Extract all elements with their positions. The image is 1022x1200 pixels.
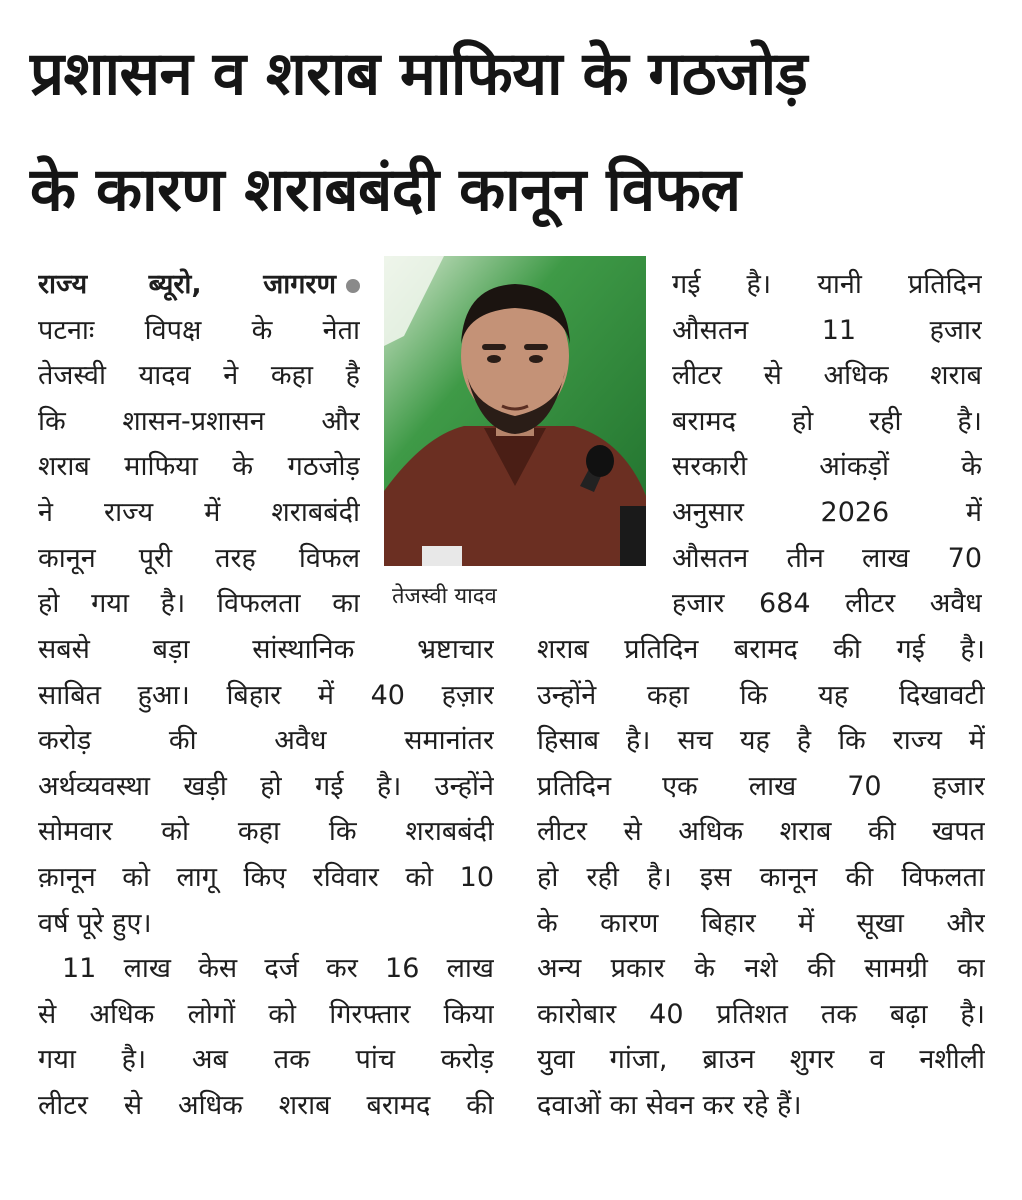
text-line: कानून पूरी तरह विफल [38,542,360,574]
text-line: पटनाः विपक्ष के नेता [38,314,360,346]
article-column-left-bottom [38,627,494,1129]
photo-tejashwi-yadav [384,256,646,566]
text-line: लीटर से अधिक शराब बरामद की [38,1089,494,1121]
text-line: औसतन 11 हजार [672,314,982,346]
article-column-left-top [38,262,360,627]
text-line: उन्होंने कहा कि यह दिखावटी [537,679,985,711]
text-line: गई है। यानी प्रतिदिन [672,269,982,300]
text-line: शराब माफिया के गठजोड़ [38,451,360,483]
article-column-right-bottom [537,627,985,1129]
text-line: कि शासन-प्रशासन और [38,405,360,437]
text-line: गया है। अब तक पांच करोड़ [38,1044,494,1076]
text-line: प्रतिदिन एक लाख 70 हजार [537,770,985,802]
text-line: वर्ष पूरे हुए। [38,907,152,939]
text-line: हो गया है। विफलता का [38,588,360,620]
text-line: हो रही है। इस कानून की विफलता [537,861,985,893]
text-line: अनुसार 2026 में [672,496,982,528]
text-line: सबसे बड़ा सांस्थानिक भ्रष्टाचार [38,634,494,665]
byline: राज्य ब्यूरो, जागरण [38,262,360,308]
text-line: 11 लाख केस दर्ज कर 16 लाख [62,953,494,985]
portrait-illustration [384,256,646,566]
text-line: साबित हुआ। बिहार में 40 हज़ार [38,679,494,711]
text-line: बरामद हो रही है। [672,405,982,437]
text-line: अन्य प्रकार के नशे की सामग्री का [537,953,985,985]
text-line: कारोबार 40 प्रतिशत तक बढ़ा है। [537,998,985,1030]
text-line: लीटर से अधिक शराब की खपत [537,816,985,848]
text-line: सोमवार को कहा कि शराबबंदी [38,816,494,848]
text-line: तेजस्वी यादव ने कहा है [38,360,360,392]
text-line: क़ानून को लागू किए रविवार को 10 [38,861,494,893]
text-line: सरकारी आंकड़ों के [672,451,982,483]
text-line: औसतन तीन लाख 70 [672,542,982,574]
text-line: दवाओं का सेवन कर रहे हैं। [537,1089,802,1121]
text-line: करोड़ की अवैध समानांतर [38,725,494,757]
photo-caption: तेजस्वी यादव [392,584,497,609]
text-line: हिसाब है। सच यह है कि राज्य में [537,725,985,757]
headline-line-1: प्रशासन व शराब माफिया के गठजोड़ [30,39,808,109]
text-line: से अधिक लोगों को गिरफ्तार किया [38,998,494,1030]
text-line: हजार 684 लीटर अवैध [672,588,982,620]
text-line: ने राज्य में शराबबंदी [38,496,360,528]
text-line: शराब प्रतिदिन बरामद की गई है। [537,634,985,665]
text-line: युवा गांजा, ब्राउन शुगर व नशीली [537,1044,985,1076]
article-column-right-top [672,262,982,627]
bullet-dot-icon [346,279,360,293]
text-line: अर्थव्यवस्था खड़ी हो गई है। उन्होंने [38,770,494,802]
text-line: के कारण बिहार में सूखा और [537,907,985,939]
text-line: लीटर से अधिक शराब [672,360,982,392]
headline-line-2: के कारण शराबबंदी कानून विफल [30,155,741,225]
